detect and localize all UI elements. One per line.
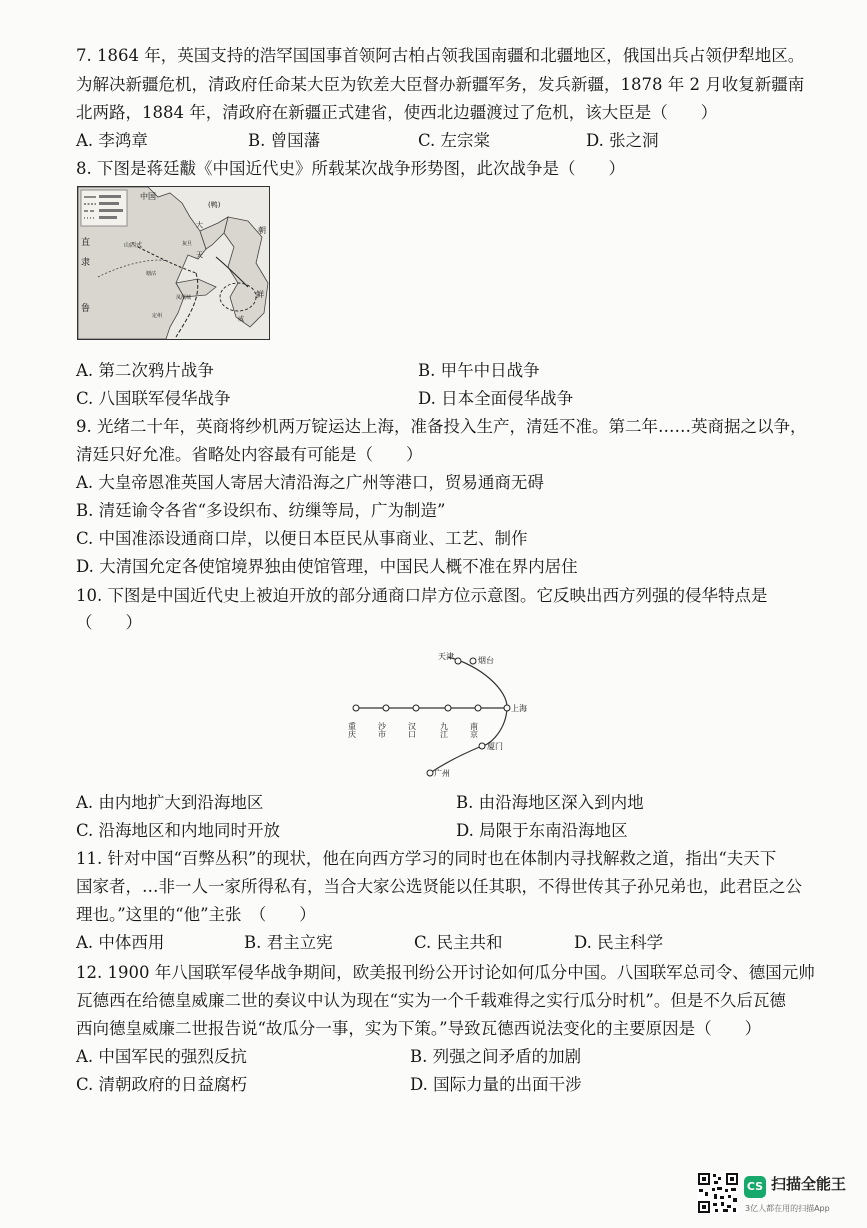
treaty-ports-graphic xyxy=(330,645,550,780)
q7-option-a[interactable]: A. 李鸿章 xyxy=(76,131,148,150)
q12-stem-line1: 12. 1900 年八国联军侵华战争期间，欧美报刊纷公开讨论如何瓜分中国。八国联军总司令、德国元帅 xyxy=(76,963,815,982)
map-label-wei: 威 xyxy=(238,316,245,323)
map-label-dingzhou: 定州 xyxy=(152,313,163,319)
map-label-da: 大 xyxy=(196,221,203,229)
q12-option-d[interactable]: D. 国际力量的出面干涉 xyxy=(410,1075,582,1094)
q12-option-a[interactable]: A. 中国军民的强烈反抗 xyxy=(76,1047,247,1066)
port-label-shashi: 沙市 xyxy=(377,722,387,738)
war-situation-map xyxy=(77,186,270,340)
q10-option-d[interactable]: D. 局限于东南沿海地区 xyxy=(456,821,628,840)
map-label-xian: 鲜 xyxy=(256,290,264,299)
q7-option-c[interactable]: C. 左宗棠 xyxy=(418,131,491,150)
port-label-hankou: 汉口 xyxy=(407,722,417,738)
port-label-xiamen: 厦门 xyxy=(487,742,503,751)
port-label-shanghai: 上海 xyxy=(511,704,527,713)
map-label-tian: 天 xyxy=(196,251,203,259)
map-label-huidan: 灰旦 xyxy=(182,241,193,247)
port-label-jiujiang: 九江 xyxy=(439,722,449,738)
map-label-tanggu: 塘沽 xyxy=(146,271,157,277)
q9-stem-line2: 清廷只好允准。省略处内容最有可能是（ ） xyxy=(76,445,423,464)
q11-option-a[interactable]: A. 中体西用 xyxy=(76,933,165,952)
q7-option-b[interactable]: B. 曾国藩 xyxy=(248,131,321,150)
map-label-lu: 鲁 xyxy=(81,304,91,314)
port-label-chongqing: 重庆 xyxy=(347,722,357,738)
q8-option-a[interactable]: A. 第二次鸦片战争 xyxy=(76,361,214,380)
camscanner-app-name: 扫描全能王 xyxy=(771,1175,847,1193)
q7-option-d[interactable]: D. 张之洞 xyxy=(586,131,659,150)
map-label-zhi: 直 xyxy=(81,238,91,248)
port-label-nanjing: 南京 xyxy=(469,722,479,738)
q12-option-b[interactable]: B. 列强之间矛盾的加剧 xyxy=(410,1047,582,1066)
q11-option-d[interactable]: D. 民主科学 xyxy=(574,933,664,952)
q9-option-c[interactable]: C. 中国准添设通商口岸，以便日本臣民从事商业、工艺、制作 xyxy=(76,529,528,548)
q8-option-d[interactable]: D. 日本全面侵华战争 xyxy=(418,389,574,408)
camscanner-logo-icon: CS xyxy=(744,1176,766,1198)
q9-option-b[interactable]: B. 清廷谕令各省“多设织布、纺缫等局，广为制造” xyxy=(76,501,446,520)
q12-option-c[interactable]: C. 清朝政府的日益腐朽 xyxy=(76,1075,248,1094)
q11-option-b[interactable]: B. 君主立宪 xyxy=(244,933,333,952)
port-label-tianjin: 天津 xyxy=(438,652,454,661)
map-label-fenghuangcheng: 凤凰城 xyxy=(176,295,192,301)
map-label-korea: 朝 xyxy=(258,226,266,235)
q10-option-a[interactable]: A. 由内地扩大到沿海地区 xyxy=(76,793,264,812)
q8-option-c[interactable]: C. 八国联军侵华战争 xyxy=(76,389,231,408)
war-map-graphic xyxy=(78,187,269,339)
q7-stem-line2: 为解决新疆危机，清政府任命某大臣为钦差大臣督办新疆军务，发兵新疆，1878 年 2 月收复新疆南 xyxy=(76,75,805,94)
q7-stem-line1: 7. 1864 年，英国支持的浩罕国国事首领阿古柏占领我国南疆和北疆地区，俄国出兵占领伊犁地区。 xyxy=(76,46,805,65)
q11-stem-line1: 11. 针对中国“百弊丛积”的现状，他在向西方学习的同时也在体制内寻找解救之道，指出“夫天下 xyxy=(76,849,777,868)
map-label-li: 隶 xyxy=(81,258,91,268)
q9-option-a[interactable]: A. 大皇帝恩准英国人寄居大清沿海之广州等港口，贸易通商无碍 xyxy=(76,473,544,492)
port-label-guangzhou: 广州 xyxy=(434,769,450,778)
map-label-shanhaiguan: 山西式 xyxy=(124,242,143,249)
q10-option-c[interactable]: C. 沿海地区和内地同时开放 xyxy=(76,821,281,840)
q11-option-c[interactable]: C. 民主共和 xyxy=(414,933,503,952)
q9-stem-line1: 9. 光绪二十年，英商将纱机两万锭运达上海，准备投入生产，清廷不准。第二年……英商据之以争， xyxy=(76,417,807,436)
q11-stem-line2: 国家者，…非一人一家所得私有，当合大家公选贤能以任其职，不得世传其子孙兄弟也，此君臣之公 xyxy=(76,877,802,896)
camscanner-tagline: 3亿人都在用的扫描App xyxy=(745,1204,830,1213)
q8-option-b[interactable]: B. 甲午中日战争 xyxy=(418,361,540,380)
q10-option-b[interactable]: B. 由沿海地区深入到内地 xyxy=(456,793,644,812)
q7-stem-line3: 北两路，1884 年，清政府在新疆正式建省，使西北边疆渡过了危机，该大臣是（ ） xyxy=(76,103,718,122)
q8-stem: 8. 下图是蒋廷黻《中国近代史》所载某次战争形势图，此次战争是（ ） xyxy=(76,159,625,178)
q9-option-d[interactable]: D. 大清国允定各使馆境界独由使馆管理，中国民人概不准在界内居住 xyxy=(76,557,578,576)
map-label-china: 中国 xyxy=(140,192,156,201)
q12-stem-line3: 西向德皇威廉二世报告说“故瓜分一事，实为下策。”导致瓦德西说法变化的主要原因是（ ） xyxy=(76,1019,762,1038)
q10-stem-line1: 10. 下图是中国近代史上被迫开放的部分通商口岸方位示意图。它反映出西方列强的侵华特点是 xyxy=(76,586,768,605)
port-label-yantai: 烟台 xyxy=(478,656,494,665)
q12-stem-line2: 瓦德西在给德皇威廉二世的奏议中认为现在“实为一个千载难得之实行瓜分时机”。但是不久后瓦德 xyxy=(76,991,786,1010)
qr-code-icon xyxy=(697,1172,739,1214)
q10-stem-line2: （ ） xyxy=(76,613,142,632)
q11-stem-line3: 理也。”这里的“他”主张 （ ） xyxy=(76,905,316,924)
treaty-ports-diagram xyxy=(330,645,550,780)
map-label-yalu: (鸭) xyxy=(208,201,221,209)
